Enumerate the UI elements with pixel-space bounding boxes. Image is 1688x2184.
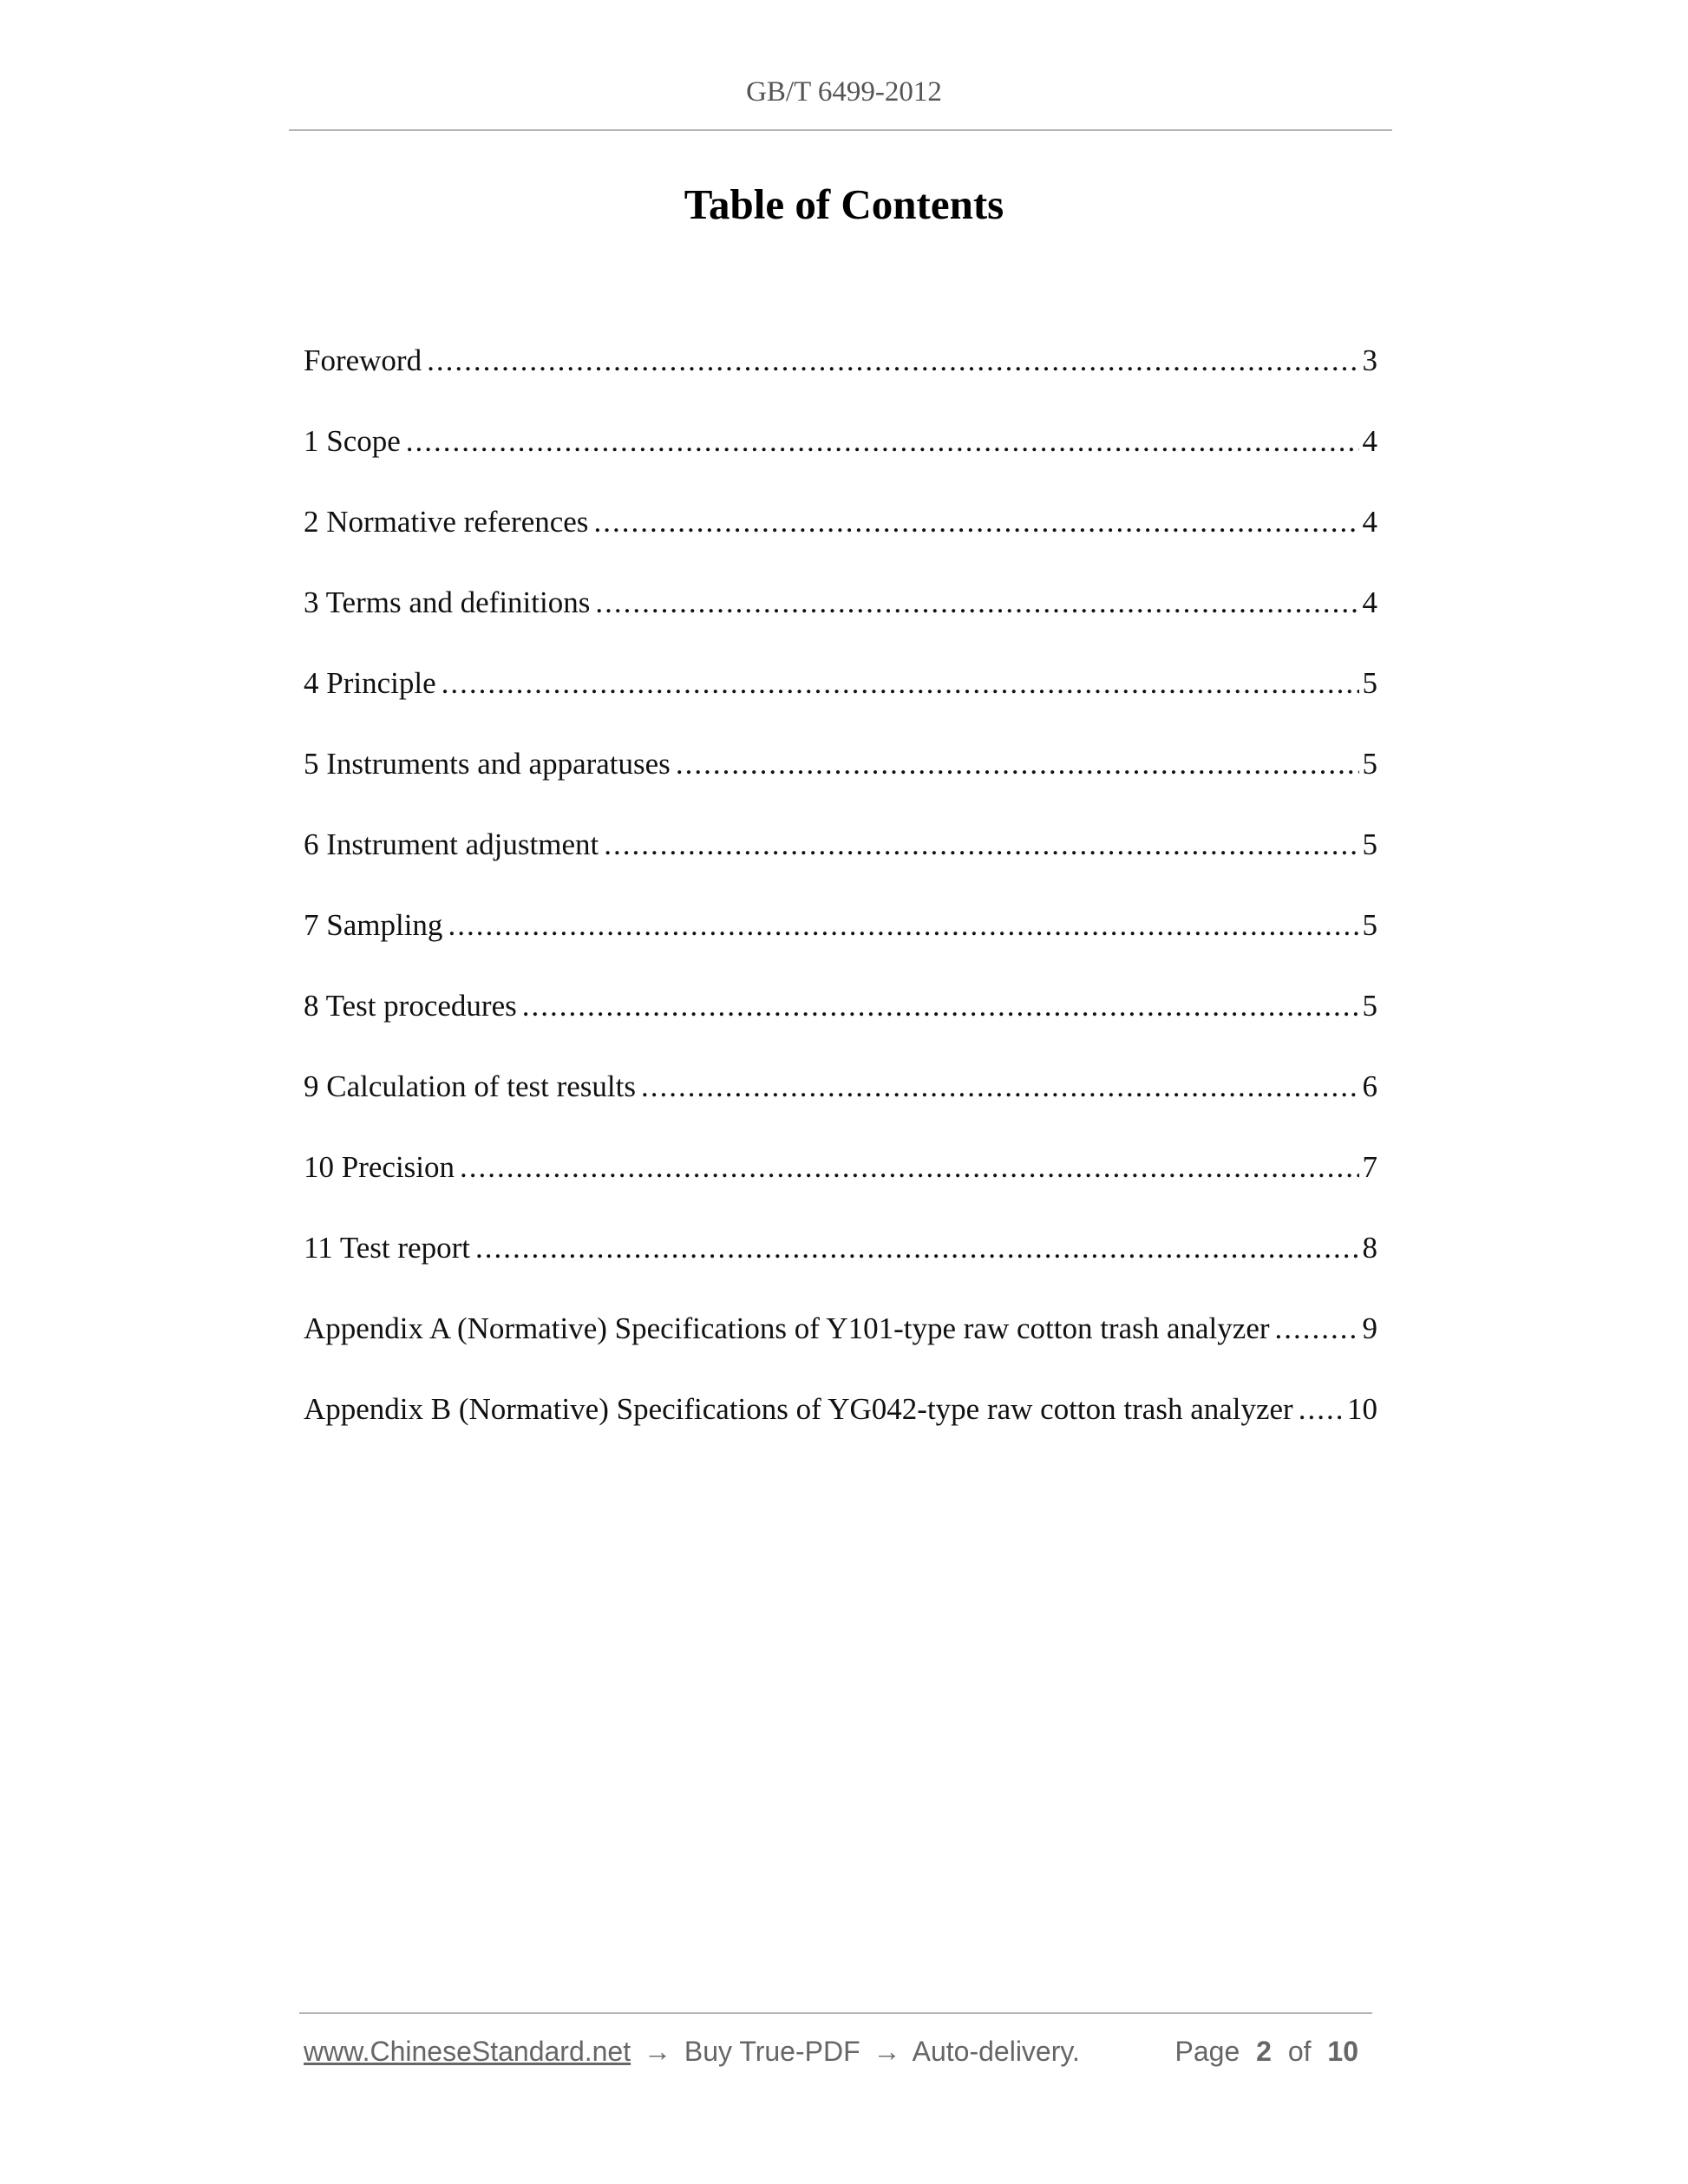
dot-leader bbox=[641, 1063, 1359, 1110]
footer-promo bbox=[304, 2030, 1080, 2073]
toc-entry-label: 2 Normative references bbox=[304, 505, 589, 539]
toc-entry-label: 8 Test procedures bbox=[304, 989, 517, 1023]
dot-leader bbox=[593, 499, 1358, 546]
toc-entry-label: 5 Instruments and apparatuses bbox=[304, 747, 671, 781]
toc-entry-page-number: 9 bbox=[1362, 1311, 1377, 1345]
toc-entry-label: 9 Calculation of test results bbox=[304, 1069, 636, 1103]
toc-entry-label: 10 Precision bbox=[304, 1150, 455, 1184]
document-code-header: GB/T 6499-2012 bbox=[746, 76, 942, 108]
dot-leader bbox=[676, 741, 1359, 788]
table-of-contents bbox=[304, 304, 1377, 1433]
page-word: Page bbox=[1174, 2036, 1240, 2067]
toc-entry-precision[interactable] bbox=[304, 1110, 1377, 1191]
toc-entry-normative-references[interactable] bbox=[304, 465, 1377, 546]
dot-leader bbox=[522, 983, 1359, 1030]
toc-entry-test-report[interactable] bbox=[304, 1191, 1377, 1272]
toc-entry-instrument-adjustment[interactable] bbox=[304, 788, 1377, 868]
toc-entry-terms-and-definitions[interactable] bbox=[304, 546, 1377, 626]
dot-leader bbox=[595, 579, 1358, 626]
toc-entry-label: Foreword bbox=[304, 343, 422, 377]
dot-leader bbox=[448, 902, 1358, 949]
toc-entry-page-number: 5 bbox=[1362, 908, 1377, 942]
page-indicator bbox=[1175, 2030, 1367, 2073]
dot-leader bbox=[442, 660, 1359, 707]
toc-entry-label: 4 Principle bbox=[304, 666, 436, 700]
toc-entry-label: 7 Sampling bbox=[304, 908, 443, 942]
dot-leader bbox=[475, 1225, 1359, 1272]
auto-delivery-text: Auto-delivery. bbox=[912, 2036, 1080, 2067]
toc-entry-label: 1 Scope bbox=[304, 424, 401, 458]
toc-entry-calculation-of-test-results[interactable] bbox=[304, 1030, 1377, 1110]
page-footer bbox=[304, 2030, 1377, 2073]
dot-leader bbox=[604, 821, 1358, 868]
toc-entry-page-number: 5 bbox=[1362, 747, 1377, 781]
dot-leader bbox=[427, 337, 1358, 384]
toc-entry-label: Appendix B (Normative) Specifications of YG042-type raw cotton trash analyzer bbox=[304, 1392, 1293, 1426]
toc-entry-instruments-and-apparatuses[interactable] bbox=[304, 707, 1377, 788]
toc-entry-page-number: 10 bbox=[1347, 1392, 1377, 1426]
toc-entry-principle[interactable] bbox=[304, 626, 1377, 707]
toc-entry-scope[interactable] bbox=[304, 384, 1377, 465]
toc-entry-page-number: 5 bbox=[1362, 827, 1377, 861]
toc-entry-page-number: 3 bbox=[1362, 343, 1377, 377]
toc-entry-page-number: 6 bbox=[1362, 1069, 1377, 1103]
footer-divider bbox=[299, 2012, 1372, 2014]
arrow-right-icon: → bbox=[644, 2036, 671, 2067]
total-pages-number: 10 bbox=[1327, 2036, 1358, 2067]
toc-entry-appendix-a[interactable] bbox=[304, 1272, 1377, 1352]
toc-entry-test-procedures[interactable] bbox=[304, 949, 1377, 1030]
toc-entry-label: 3 Terms and definitions bbox=[304, 585, 591, 619]
page-title: Table of Contents bbox=[684, 180, 1004, 228]
dot-leader bbox=[1275, 1305, 1359, 1352]
header-divider bbox=[289, 129, 1392, 131]
toc-entry-page-number: 4 bbox=[1362, 585, 1377, 619]
toc-entry-label: 11 Test report bbox=[304, 1231, 470, 1265]
toc-entry-page-number: 7 bbox=[1362, 1150, 1377, 1184]
dot-leader bbox=[406, 418, 1359, 465]
dot-leader bbox=[460, 1144, 1358, 1191]
dot-leader bbox=[1299, 1386, 1344, 1433]
toc-entry-label: Appendix A (Normative) Specifications of Y101-type raw cotton trash analyzer bbox=[304, 1311, 1270, 1345]
toc-entry-label: 6 Instrument adjustment bbox=[304, 827, 599, 861]
current-page-number: 2 bbox=[1256, 2036, 1272, 2067]
toc-entry-page-number: 5 bbox=[1362, 989, 1377, 1023]
toc-entry-page-number: 4 bbox=[1362, 424, 1377, 458]
toc-entry-appendix-b[interactable] bbox=[304, 1352, 1377, 1433]
site-link[interactable]: www.ChineseStandard.net bbox=[304, 2036, 631, 2067]
buy-true-pdf-text: Buy True-PDF bbox=[684, 2036, 860, 2067]
toc-entry-page-number: 8 bbox=[1362, 1231, 1377, 1265]
of-word: of bbox=[1287, 2036, 1312, 2067]
arrow-right-icon: → bbox=[873, 2036, 901, 2067]
toc-entry-sampling[interactable] bbox=[304, 868, 1377, 949]
toc-entry-foreword[interactable] bbox=[304, 304, 1377, 384]
toc-entry-page-number: 5 bbox=[1362, 666, 1377, 700]
toc-entry-page-number: 4 bbox=[1362, 505, 1377, 539]
